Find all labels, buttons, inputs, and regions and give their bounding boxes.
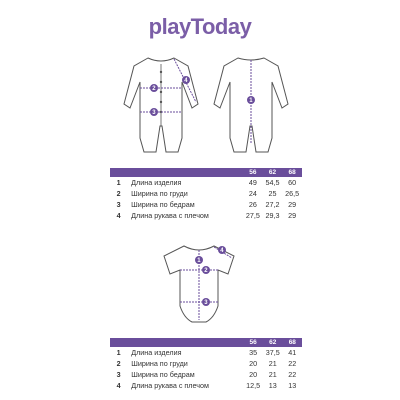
size-header: 62 (263, 168, 283, 177)
measure-marker-3 (150, 108, 158, 116)
svg-text:1: 1 (249, 98, 253, 104)
table-row: 1 Длина изделия 49 54,5 60 (116, 178, 297, 187)
measure-marker-4 (182, 76, 190, 84)
measure-marker-1 (195, 256, 203, 264)
brand-logo: playToday (148, 14, 252, 39)
size-table-bodysuit (110, 338, 302, 391)
svg-text:4: 4 (184, 78, 188, 84)
measure-marker-4 (218, 246, 226, 254)
table-row: 1 Длина изделия 35 37,5 41 (116, 348, 297, 357)
table-row: 2 Ширина по груди 20 21 22 (116, 359, 297, 368)
measure-marker-2 (202, 266, 210, 274)
size-table-sleepsuit (110, 168, 302, 221)
measure-marker-1 (247, 96, 255, 104)
size-header: 68 (282, 168, 302, 177)
table-row: 3 Ширина по бедрам 20 21 22 (116, 370, 297, 379)
sleepsuit-back-illustration (208, 52, 294, 156)
measure-marker-3 (202, 298, 210, 306)
svg-text:2: 2 (204, 268, 208, 274)
svg-text:1: 1 (197, 258, 201, 264)
svg-text:3: 3 (152, 110, 156, 116)
table-row: 2 Ширина по груди 24 25 26,5 (116, 189, 300, 198)
svg-text:2: 2 (152, 86, 156, 92)
table-row: 4 Длина рукава с плечом 12,5 13 13 (116, 381, 297, 390)
size-header: 56 (243, 168, 263, 177)
size-header: 56 (243, 338, 263, 347)
sleepsuit-front-illustration (118, 52, 204, 156)
table-row: 4 Длина рукава с плечом 27,5 29,3 29 (116, 211, 297, 220)
size-header: 68 (283, 338, 302, 347)
size-header: 62 (263, 338, 283, 347)
measure-marker-2 (150, 84, 158, 92)
svg-text:3: 3 (204, 300, 208, 306)
svg-text:4: 4 (220, 248, 224, 254)
table-row: 3 Ширина по бедрам 26 27,2 29 (116, 200, 297, 209)
bodysuit-illustration (154, 240, 244, 330)
